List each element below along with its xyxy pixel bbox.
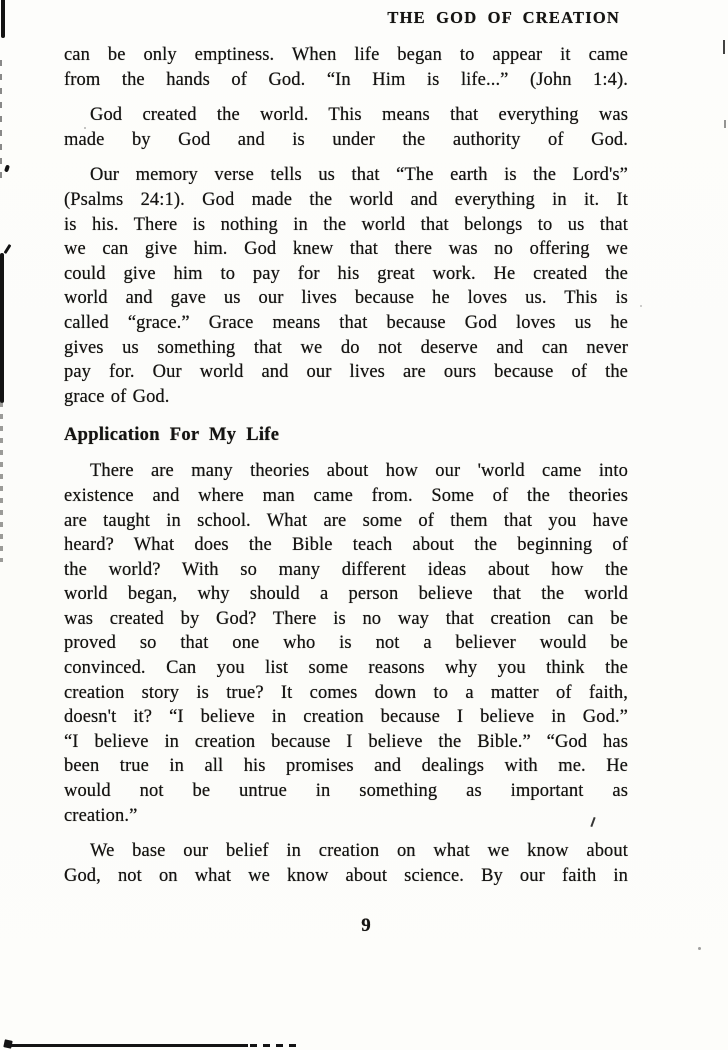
text-line: would not be untrue in something as important as: [64, 781, 628, 802]
paragraph: [64, 43, 628, 92]
page-body: [64, 43, 628, 888]
text-line: gives us something that we do not deserve and can never: [64, 337, 628, 358]
running-header: THE GOD OF CREATION: [387, 8, 620, 27]
scan-artifact-left-dot: [4, 165, 10, 173]
scan-artifact-left-dashes: [0, 60, 2, 178]
paragraph: [64, 839, 628, 888]
text-line: existence and where man came from. Some of the theories: [64, 485, 628, 506]
text-line: Our memory verse tells us that “The earth is the Lord's”: [90, 165, 628, 186]
scan-speck: [698, 947, 701, 950]
text-line: been true in all his promises and dealings with me. He: [64, 756, 628, 777]
text-line: We base our belief in creation on what we know about: [90, 841, 628, 862]
scan-artifact-right-tick: [723, 40, 725, 54]
text-line: convinced. Can you list some reasons why you think the: [64, 658, 628, 679]
text-line: made by God and is under the authority of God.: [64, 129, 628, 150]
text-line: are taught in school. What are some of them that you have: [64, 510, 628, 531]
text-line: “I believe in creation because I believe the Bible.” “God has: [64, 731, 628, 752]
text-line: proved so that one who is not a believer would be: [64, 633, 628, 654]
text-line: God, not on what we know about science. By our faith in: [64, 865, 628, 886]
text-line: heard? What does the Bible teach about the beginning of: [64, 535, 628, 556]
text-line: world and gave us our lives because he loves us. This is: [64, 288, 628, 309]
scan-artifact-topleft-bar: [1, 0, 5, 38]
scan-speck: [84, 127, 86, 129]
text-line: world began, why should a person believe that the world: [64, 584, 628, 605]
text-line: grace of God.: [64, 386, 170, 407]
text-line: was created by God? There is no way that creation can be: [64, 608, 628, 629]
text-line: God created the world. This means that everything was: [90, 105, 628, 126]
scan-artifact-left-tick: [4, 244, 12, 254]
scan-artifact-right-tick2: [724, 120, 726, 128]
text-line: called “grace.” Grace means that because God loves us he: [64, 312, 628, 333]
text-line: we can give him. God knew that there was no offering we: [64, 239, 628, 260]
text-line: is his. There is nothing in the world that belongs to us that: [64, 214, 628, 235]
section-heading: Application For My Life: [64, 425, 280, 446]
text-line: creation.”: [64, 805, 138, 826]
text-line: creation story is true? It comes down to a matter of faith,: [64, 682, 628, 703]
scan-artifact-left-bar: [0, 253, 4, 403]
paragraph: [64, 103, 628, 152]
text-line: (Psalms 24:1). God made the world and everything in it. It: [64, 189, 628, 210]
paragraph: [64, 459, 628, 828]
scan-artifact-bottom-line: [6, 1044, 248, 1047]
page-content: [64, 8, 628, 937]
text-line: from the hands of God. “In Him is life...” (John 1:4).: [64, 69, 628, 90]
text-line: could give him to pay for his great work. He created the: [64, 263, 628, 284]
scan-artifact-bottom-dashes: [250, 1044, 298, 1047]
scan-speck: [640, 305, 642, 307]
text-line: the world? With so many different ideas about how the: [64, 559, 628, 580]
text-line: can be only emptiness. When life began to appear it came: [64, 45, 628, 65]
scan-artifact-left-bar-fade: [0, 402, 3, 562]
text-line: There are many theories about how our 'world came into: [90, 461, 628, 482]
page-number: 9: [361, 915, 371, 937]
paragraph: [64, 163, 628, 409]
text-line: doesn't it? “I believe in creation because I believe in God.”: [64, 707, 628, 728]
text-line: pay for. Our world and our lives are ours because of the: [64, 362, 628, 383]
